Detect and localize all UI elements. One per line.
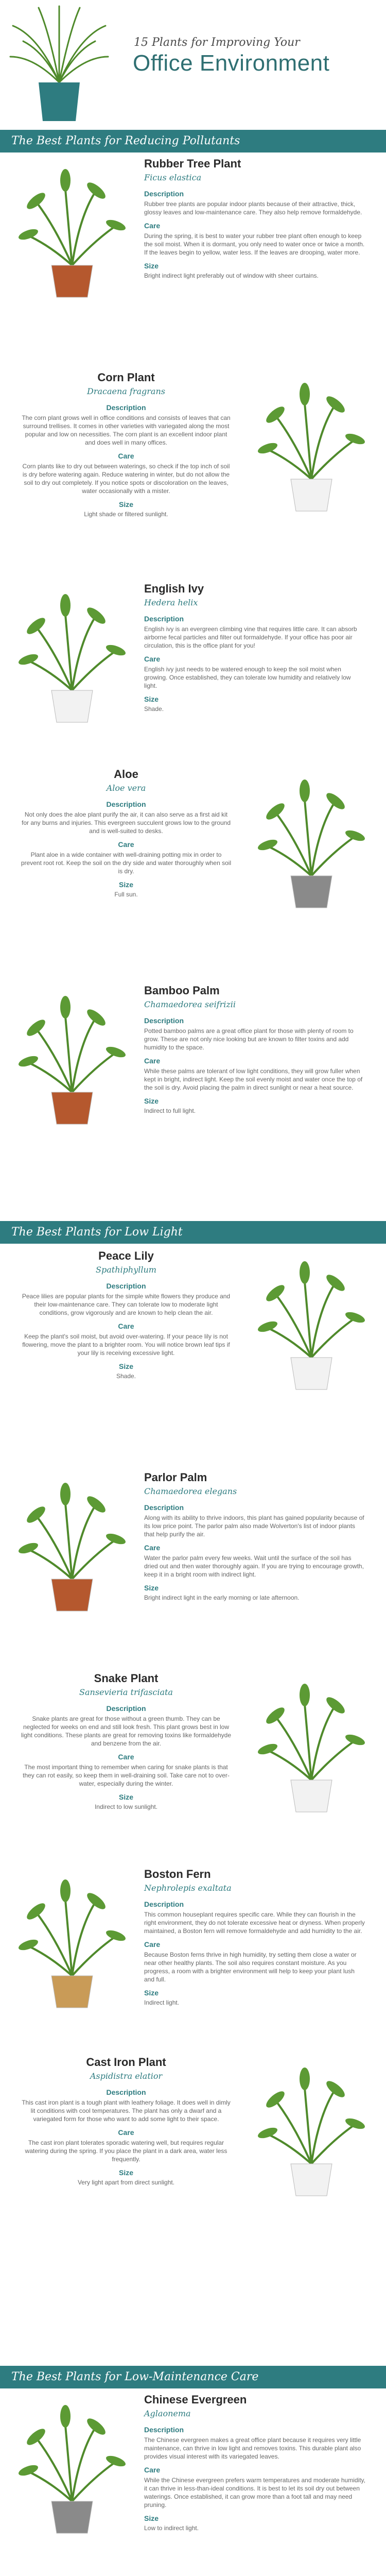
plant-text [144,1471,365,1601]
description-label: Description [144,1016,184,1025]
care-label: Care [144,655,161,663]
plant-size: Bright indirect light preferably out of window with sheer curtains. [144,272,319,279]
plant-illustration [8,2398,136,2537]
plant-description: Rubber tree plants are popular indoor plants because of their attractive, thick, glossy leaves and low-maintenance care. They also help remove formaldehyde. [144,200,362,216]
plant-name: Boston Fern [144,1868,211,1880]
plant-description: Along with its ability to thrive indoors, this plant has gained popularity because of its low price point. The parlor palm also made Wolverton's list of indoor plants that help purify the air. [144,1514,364,1538]
header-kicker: 15 Plants for Improving Your [134,36,300,49]
care-label: Care [118,840,134,849]
plant-care: Because Boston ferns thrive in high humidity, try setting them close a water or near other healthy plants. The soil also requires constant moisture. As you progress, a room with a brighter environment will help to keep your plant lush and full. [144,1951,357,1983]
description-label: Description [144,2426,184,2434]
size-label: Size [118,500,133,509]
plant-text [15,1249,237,1380]
plant-illustration [247,1677,376,1816]
plant-size: Full sun. [114,891,138,898]
plant-size: Indirect light. [144,1999,180,2006]
size-label: Size [144,1989,159,1997]
plant-scientific-name: Spathiphyllum [96,1265,156,1275]
plant-description: The Chinese evergreen makes a great office plant because it requires very little maintenance, can thrive in low light and removes toxins. This durable plant also provides visual interest with its variegated leaves. [144,2436,361,2460]
plant-size: Light shade or filtered sunlight. [84,511,168,518]
plant-care: During the spring, it is best to water your rubber tree plant often enough to keep the soil moist. When it is dormant, you only need to water once or twice a month. If the leaves begin to yellow, water less. If the leaves are drooping, water more. [144,232,365,256]
plant-description: Peace lilies are popular plants for the simple white flowers they produce and their low-maintenance care. They can tolerate low to moderate light conditions, grow vigorously and are known to help clean the air. [22,1293,231,1316]
plant-illustration [247,376,376,515]
plant-description: This common houseplant requires specific care. While they can flourish in the right environment, they do not tolerate excessive heat or dryness. When properly maintained, a Boston fern will remove formaldehyde and add humidity to the air. [144,1911,365,1935]
plant-care: Water the parlor palm every few weeks. Wait until the surface of the soil has dried out and then water thoroughly again. If you are trying to encourage growth, keep it in a bright room with indirect light. [144,1554,364,1578]
plant-text [15,768,237,898]
care-label: Care [144,1544,161,1552]
description-label: Description [144,615,184,623]
plant-illustration [8,587,136,726]
care-label: Care [144,2466,161,2474]
plant-text [144,582,365,713]
plant-size: Low to indirect light. [144,2524,199,2532]
section-title-low-light: The Best Plants for Low Light [0,1221,386,1244]
plant-care: Plant aloe in a wide container with well-draining potting mix in order to prevent root rot. Keep the soil on the dry side and water thoroughly when soil is dry. [21,851,232,875]
plant-name: Bamboo Palm [144,984,220,997]
plant-illustration [247,2061,376,2200]
plant-text [144,1868,365,2006]
size-label: Size [144,2514,159,2522]
description-label: Description [106,2088,146,2096]
plant-care: The cast iron plant tolerates sporadic watering well, but requires regular watering during the spring. If you place the plant in a dark area, water less frequently. [25,2139,227,2163]
plant-text [144,157,365,279]
size-label: Size [144,1584,159,1592]
plant-scientific-name: Chamaedorea seifrizii [144,999,236,1009]
description-label: Description [144,1503,184,1512]
size-label: Size [118,1793,133,1801]
plant-scientific-name: Sansevieria trifasciata [79,1687,173,1697]
description-label: Description [106,403,146,412]
plant-name: Parlor Palm [144,1471,207,1484]
plant-name: Corn Plant [97,371,155,384]
plant-size: Shade. [116,1372,136,1380]
plant-size: Shade. [144,705,164,713]
plant-name: English Ivy [144,582,204,595]
description-label: Description [106,800,146,808]
plant-scientific-name: Ficus elastica [144,173,202,182]
plant-description: This cast iron plant is a tough plant with leathery foliage. It does well in dimly lit conditions with cool temperatures. The plant has only a dwarf and a variegated form for those who want to add some light to their space. [22,2099,231,2123]
plant-name: Aloe [114,768,138,781]
plant-scientific-name: Chamaedorea elegans [144,1486,237,1496]
description-label: Description [106,1704,146,1713]
plant-text [15,371,237,518]
care-label: Care [144,222,161,230]
care-label: Care [118,1322,134,1330]
plant-care: The most important thing to remember when caring for snake plants is that they can rot easily, so keep them in well-draining soil. Take care not to over-water, especially during the winter. [23,1764,230,1787]
care-label: Care [144,1057,161,1065]
plant-illustration [8,989,136,1128]
page-title: Office Environment [133,50,330,76]
plant-care: Corn plants like to dry out between waterings, so check if the top inch of soil is dry before watering again. Reduce watering in winter, but do not allow the soil to dry out completely. If you notice spots or discoloration on the leaves, water occasionally with a mister. [22,463,230,495]
size-label: Size [144,1097,159,1105]
size-label: Size [144,695,159,703]
plant-description: Potted bamboo palms are a great office plant for those with plenty of room to grow. These are not only nice looking but are known to filter toxins and add humidity to the space. [144,1027,354,1051]
plant-care: Keep the plant's soil moist, but avoid over-watering. If your peace lily is not flowering, move the plant to a brighter room. You will notice brown leaf tips if your lily is receiving excessive light. [22,1333,230,1357]
plant-scientific-name: Dracaena fragrans [87,386,165,396]
section-title-pollutants: The Best Plants for Reducing Pollutants [0,130,386,152]
plant-scientific-name: Aloe vera [106,783,146,793]
plant-name: Rubber Tree Plant [144,157,241,170]
plant-size: Indirect to full light. [144,1107,196,1114]
description-label: Description [144,1900,184,1908]
care-label: Care [118,452,134,460]
plant-name: Peace Lily [98,1249,154,1262]
plant-text [15,1672,237,1810]
plant-size: Indirect to low sunlight. [94,1803,158,1810]
plant-scientific-name: Aglaonema [144,2409,191,2418]
plant-illustration [8,1476,136,1615]
plant-size: Bright indirect light in the early morning or late afternoon. [144,1594,300,1601]
plant-illustration [8,162,136,301]
size-label: Size [118,1362,133,1370]
plant-care: While the Chinese evergreen prefers warm temperatures and moderate humidity, it can thrive in less-than-ideal conditions. It is best to let its soil dry out between waterings. Once established, it can grow more than a foot tall and may need pruning. [144,2477,365,2509]
plant-name: Snake Plant [94,1672,159,1685]
plant-description: The corn plant grows well in office conditions and consists of leaves that can surround trellises. It comes in other varieties with variegated along the most popular and low on necessities. The corn plant is an excellent indoor plant and does well in many offices. [22,414,231,446]
care-label: Care [144,1940,161,1948]
description-label: Description [106,1282,146,1290]
plant-illustration [247,1255,376,1394]
plant-text [144,2393,365,2532]
plant-description: English ivy is an evergreen climbing vine that requires little care. It can absorb airborne fecal particles and filter out formaldehyde. If your office has poor air circulation, this is the office plant for you! [144,625,357,649]
description-label: Description [144,190,184,198]
header [0,0,386,129]
plant-care: While these palms are tolerant of low light conditions, they will grow fuller when kept in bright, indirect light. Keep the soil evenly moist and water once the top of the soil is dry. Avoid placing the palm in direct sunlight or near a heat source. [144,1067,363,1091]
care-label: Care [118,2128,134,2137]
plant-scientific-name: Nephrolepis exaltata [144,1883,232,1893]
plant-name: Cast Iron Plant [86,2056,166,2069]
size-label: Size [144,262,159,270]
section-title-low-maintenance: The Best Plants for Low-Maintenance Care [0,2366,386,2388]
plant-name: Chinese Evergreen [144,2393,247,2406]
plant-scientific-name: Hedera helix [144,598,198,607]
plant-description: Snake plants are great for those without a green thumb. They can be neglected for weeks on end and still look fresh. This plant grows best in low light conditions. These plants are great for removing toxins like formaldehyde and benzene from the air. [21,1715,231,1747]
plant-illustration [247,773,376,912]
plant-illustration [8,1873,136,2012]
plant-description: Not only does the aloe plant purify the air, it can also serve as a first aid kit for any burns and injuries. This evergreen succulent grows low to the ground and is well-suited to desks. [21,811,231,835]
care-label: Care [118,1753,134,1761]
plant-text [15,2056,237,2186]
plant-care: English ivy just needs to be watered enough to keep the soil moist when growing. Once established, they can tolerate low humidity and relatively low light. [144,666,351,689]
plant-text [144,984,365,1114]
size-label: Size [118,2168,133,2177]
plant-size: Very light apart from direct sunlight. [77,2179,175,2186]
size-label: Size [118,880,133,889]
hero-palm-illustration [8,5,111,124]
plant-scientific-name: Aspidistra elatior [90,2071,163,2081]
